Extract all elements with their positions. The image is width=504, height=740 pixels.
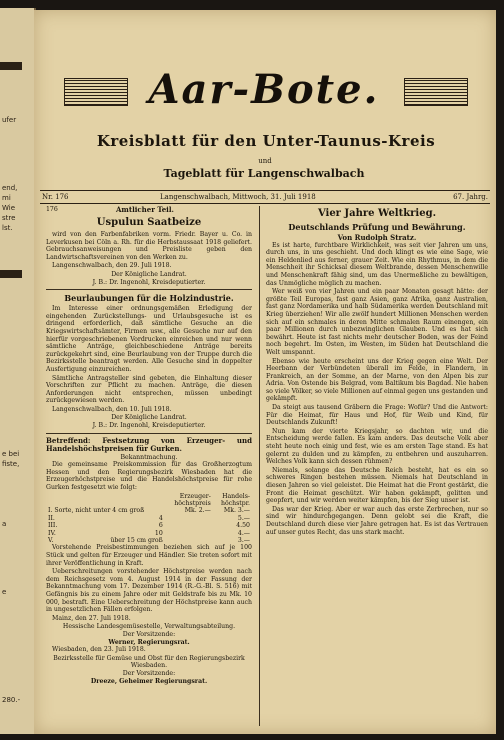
issue-date: Langenschwalbach, Mittwoch, 31. Juli 1918 <box>160 193 316 201</box>
article-date: Mainz, den 27. Juli 1918. <box>52 614 131 622</box>
table-row <box>46 530 252 537</box>
table-cell: 4.— <box>237 529 250 537</box>
heading-label: Betreffend: <box>46 435 91 445</box>
masthead-connector: und <box>258 157 272 165</box>
prev-page-fragment: a <box>2 520 7 528</box>
article-text: Sämtliche Antragsteller sind gebeten, die Einhaltung dieser Vorschriften zur Pflicht zu machen. Anträge, die diesen Anforderungen nicht entsprechen, müssen unbedingt zurückgewiesen werden. <box>46 374 252 405</box>
article-date: Langenschwalbach, den 10. Juli 1918. <box>52 405 172 413</box>
feature-heading: Vier Jahre Weltkrieg. <box>317 208 437 219</box>
table-cell: 10 <box>154 529 163 537</box>
table-cell: über 15 cm groß <box>110 537 163 545</box>
column-divider <box>259 206 260 726</box>
masthead-subtitle-2: Tageblatt für Langenschwalbach <box>163 167 365 180</box>
article-paragraph: Wer weiß von vier Jahren und ein paar Monaten gesagt hätte: der größte Teil Europas, fast ganz Asien, ganz Afrika, ganz Australien, fast ganz Nordamerika und halb Südamerika werden Deutschland mit Krieg überziehen! Wir alle zwölf hundert Millionen Menschen werden sich auf ein schmales in deren Mitte schmalen Raum einengen, ein paar Millionen durch unbezwinglichen Glauben. Und es hat sich bewährt. Heute ist fast nichts mehr deutscher Boden, was der Feind noch begehrt. Im Osten, im Westen, im Süden hat Deutschland die Welt umspannt. <box>266 288 488 356</box>
signature: Dreeze, Geheimer Regierungsrat. <box>90 677 208 685</box>
article-heading: Uspulun Saatbeize <box>96 217 202 228</box>
prev-page-fragment: e <box>2 588 7 596</box>
article-paragraph: Niemals, solange das Deutsche Reich besteht, hat es ein so schweres Ringen bestehen müssen. Niemals hat Deutschland in diesen Jahren so viel geleistet. Die Heimat hat die Front gestärkt, die Front die Heimat geschützt. Wir haben gekämpft, gelitten und geopfert, und wir werden weiter kämpfen, bis der Sieg unser ist. <box>266 466 488 505</box>
table-row <box>46 522 252 529</box>
table-cell: III. <box>48 522 58 530</box>
issue-number: Nr. 176 <box>42 193 69 201</box>
table-cell: Mk. 2.— <box>184 507 211 515</box>
prev-page-fragment: 280.- <box>2 696 21 704</box>
newspaper-page <box>34 10 496 734</box>
masthead-subtitle: Kreisblatt für den Unter-Taunus-Kreis <box>96 132 436 150</box>
article-subheading: Bekanntmachung. <box>120 453 178 461</box>
table-cell: Mk. 3.— <box>223 507 250 515</box>
table-cell: 3.— <box>237 537 250 545</box>
article-paragraph: Es ist harte, furchtbare Wirklichkeit, was seit vier Jahren um uns, durch uns, in uns geschieht. Und doch klingt es wie eine Sage, wie ein Heldenlied aus ferner, grauer Zeit. Wie ein Rhythmus, in dem die Menschheit ihr Schicksal diesem Weltbrande, dessen Menschenwille und Menschenkraft fähig sind, um das Unermeßliche zu bewältigen, das Unmögliche möglich zu machen. <box>266 241 488 287</box>
article-paragraph: Ebenso wie heute erscheint uns der Krieg gegen eine Welt. Der Heerbann der Verbündeten überall im Felde, in Flandern, in Frankreich, an der Somme, an der Marne, von den Alpen bis zur Adria. Von Ostende bis Belgrad, vom Baltikum bis Bagdad. Nie haben so viele Völker, so viele Millionen auf einmal gegen uns gestanden und gekämpft. <box>266 357 488 403</box>
masthead-ornament-left <box>64 78 128 106</box>
table-cell: 4.50 <box>236 522 250 530</box>
article-paragraph: Da steigt aus tausend Gräbern die Frage: Wofür? Und die Antwort: Für die Heimat, für Haus und Hof, für Weib und Kind, für Deutschlands Zukunft! <box>266 404 488 427</box>
divider <box>46 289 252 290</box>
issue-info-bar <box>40 190 490 204</box>
article-text: Vorstehende Preisbestimmungen beziehen sich auf je 100 Stück und gelten für Erzeuger und Händler. Sie treten sofort mit ihrer Veröffentlichung in Kraft. <box>46 544 252 567</box>
table-header-row <box>46 500 252 507</box>
article-text: Im Interesse einer ordnungsgemäßen Erledigung der eingehenden Zurückstellungs- und Urlaubsgesuche ist es dringend erforderlich, daß sämtliche Gesuche an die Kriegswirtschaftsämter, Firmen usw., alle Gesuche nur auf den hierfür vorgeschriebenen Vordrucken einreichen und nur wenn sämtliche Anträge, gleichbeschiedene Anträge bereits zurückgekehrt sind, eine Beurlaubung von der Truppe durch die Bezirksstelle beantragt werden. Alle Gesuche sind in doppelter Ausfertigung einzureichen. <box>46 305 252 373</box>
prev-page-band <box>0 270 22 278</box>
table-row <box>46 515 252 522</box>
signature: Der Vorsitzende: <box>122 669 176 677</box>
prev-page-fragment: e bei <box>2 450 20 458</box>
prev-page-fragment: end, <box>2 184 18 192</box>
signature: Der Königliche Landrat. <box>111 270 187 278</box>
article-text: Ueberschreitungen vorstehender Höchstpreise werden nach dem Reichsgesetz vom 4. August 1914 in der Fassung der Bekanntmachung vom 17. Dezember 1914 (R.-G.-Bl. S. 516) mit Gefängnis bis zu einem Jahre oder mit Geldstrafe bis zu Mk. 10 000, bestraft. Eine Ueberschreitung der Höchstpreise kann auch in ungesetzlichen Fällen erfolgen. <box>46 568 252 614</box>
masthead <box>34 10 496 200</box>
section-header: Amtlicher Teil. <box>116 205 174 214</box>
prev-page-fragment: fiste, <box>2 460 20 468</box>
table-row <box>46 537 252 544</box>
table-header-cell: höchstpreis <box>174 500 211 508</box>
left-column <box>46 206 252 685</box>
article-date: Wiesbaden, den 23. Juli 1918. <box>52 646 146 654</box>
signature: Bezirksstelle für Gemüse und Obst für den Regierungsbezirk Wiesbaden. <box>53 654 245 670</box>
table-cell: 4 <box>158 514 163 522</box>
prev-page-band <box>0 62 22 70</box>
table-header-cell: Erzeuger- <box>179 492 211 500</box>
signature: Hessische Landesgemüsestelle, Verwaltungsabteilung. <box>62 623 236 631</box>
prev-page-fragment: stre <box>2 214 16 222</box>
table-header-cell: höchstpr. <box>220 500 250 508</box>
article-text: wird von den Farbenfabriken vorm. Friedr. Bayer u. Co. in Leverkusen bei Cöln a. Rh. für die Herbstaussaat 1918 geliefert. Gebrauchsanweisungen und Preisliste geben den Landwirtschaftsvereinen von den Werken zu. <box>46 231 252 261</box>
article-paragraph: Das war der Krieg. Aber er war auch das erste Zerbrechen, nur so sind wir hindurchgegangen. Denn gelobt sei die Kraft, die Deutschland durch diese vier Jahre getragen hat. Es ist das Vertrauen auf unser gutes Recht, das uns stark macht. <box>266 505 488 536</box>
article-heading: Beurlaubungen für die Holzindustrie. <box>64 293 234 304</box>
signature: Werner, Regierungsrat. <box>108 638 190 646</box>
prev-page-fragment: lst. <box>2 224 13 232</box>
right-column <box>266 206 488 537</box>
table-header-row <box>46 493 252 500</box>
page-number: 176 <box>46 206 58 213</box>
table-cell: 6 <box>158 522 163 530</box>
article-date: Langenschwalbach, den 29. Juli 1918. <box>52 262 172 270</box>
table-cell: I. Sorte, nicht unter 4 cm groß <box>48 507 145 515</box>
signature: Der Vorsitzende: <box>122 631 176 638</box>
table-cell: II. <box>48 514 55 522</box>
prev-page-fragment: mi <box>2 194 11 202</box>
table-row <box>46 507 252 514</box>
masthead-ornament-right <box>404 78 468 106</box>
prev-page-fragment: ufer <box>2 116 17 124</box>
article-text: Die gemeinsame Preiskommission für das Großherzogtum Hessen und den Regierungsbezirk Wiesbaden hat die Erzeugerhöchstpreise und die Handelshöchstpreise für rohe Gurken festgesetzt wie folgt: <box>46 461 252 492</box>
table-cell: V. <box>48 537 54 545</box>
volume-year: 67. Jahrg. <box>453 193 488 201</box>
price-table <box>46 493 252 545</box>
feature-subheading: Deutschlands Prüfung und Bewährung. <box>288 222 466 232</box>
signature: J. B.: Dr. Ingenohl, Kreisdeputierter. <box>92 422 206 430</box>
signature: J. B.: Dr. Ingenohl, Kreisdeputierter. <box>92 278 206 286</box>
byline: Von Rudolph Stratz. <box>337 233 417 242</box>
table-header-cell: Handels- <box>222 492 250 500</box>
divider <box>46 433 252 434</box>
previous-page-edge <box>0 8 36 734</box>
heading-text: Festsetzung von Erzeuger- und Handelshöchstpreisen für Gurken. <box>46 435 253 454</box>
article-heading <box>46 437 252 454</box>
table-cell: 5.— <box>237 514 250 522</box>
article-paragraph: Nun kam der vierte Kriegsjahr, so dachten wir, und die Entscheidung werde fallen. Es kam anders. Das deutsche Volk aber steht heute noch einig und fest, wie es am ersten Tage stand. Es hat gelernt zu dulden und zu kämpfen, zu entbehren und auszuharren. Welches Volk kann sich dessen rühmen? <box>266 427 488 466</box>
prev-page-fragment: Wie <box>2 204 16 212</box>
signature: Der Königliche Landrat. <box>111 414 187 422</box>
table-cell: IV. <box>48 529 56 537</box>
masthead-title: Aar-Bote. <box>148 66 380 113</box>
